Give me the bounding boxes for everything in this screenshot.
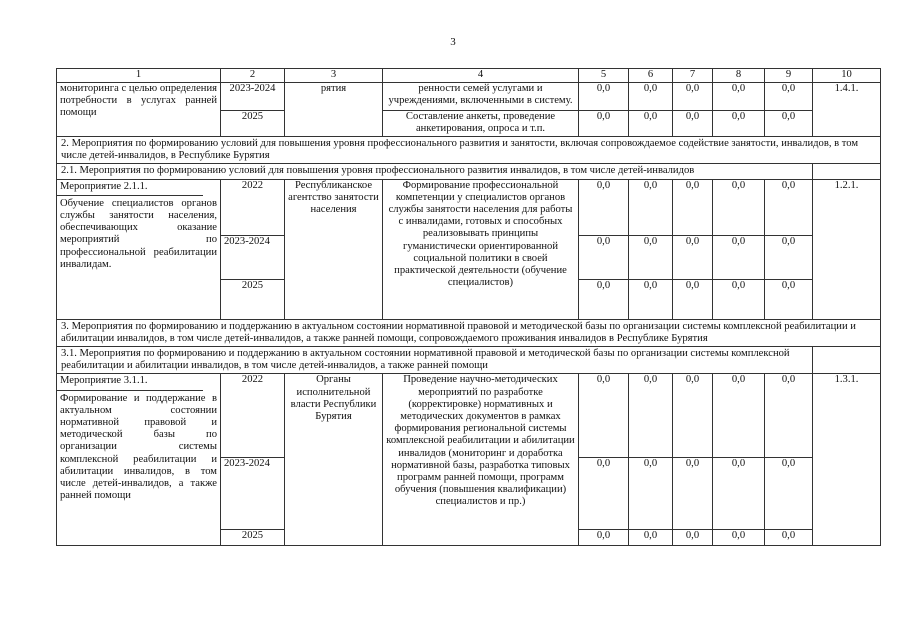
- value-cell: 0,0: [673, 279, 713, 319]
- section-heading: 3. Мероприятия по формированию и поддержанию в актуальном состоянии нормативной правовой и методической базы по организации системы комплексной реабилитации и абилитации инвалидов, в том числе детей-инвалидов, а также ранней помощи, сопровождаемого проживания инвалидов в Республике Бурятия: [57, 319, 881, 346]
- measures-table: [56, 68, 881, 546]
- value-cell: 0,0: [579, 235, 629, 279]
- header-cell: 9: [765, 69, 813, 83]
- indicator-code: 1.2.1.: [813, 179, 881, 319]
- period-cell: 2023-2024: [221, 235, 285, 279]
- subsection-row: [57, 164, 881, 179]
- value-cell: 0,0: [673, 179, 713, 235]
- header-cell: 7: [673, 69, 713, 83]
- value-cell: 0,0: [673, 83, 713, 111]
- value-cell: 0,0: [579, 179, 629, 235]
- empty-cell: [813, 347, 881, 374]
- value-cell: 0,0: [765, 458, 813, 530]
- header-cell: 3: [285, 69, 383, 83]
- value-cell: 0,0: [579, 530, 629, 546]
- value-cell: 0,0: [713, 83, 765, 111]
- subsection-heading: 3.1. Мероприятия по формированию и поддержанию в актуальном состоянии нормативной правовой и методической базы по организации системы комплексной реабилитации и абилитации инвалидов, в том числе детей-инвалидов, а также ранней помощи: [57, 347, 813, 374]
- value-cell: 0,0: [765, 279, 813, 319]
- value-cell: 0,0: [629, 279, 673, 319]
- value-cell: 0,0: [713, 235, 765, 279]
- value-cell: 0,0: [629, 530, 673, 546]
- value-cell: 0,0: [713, 279, 765, 319]
- header-cell: 6: [629, 69, 673, 83]
- executor-cell: Органы исполнительной власти Республики Бурятия: [285, 374, 383, 546]
- period-cell: 2025: [221, 279, 285, 319]
- header-cell: 8: [713, 69, 765, 83]
- section-heading: 2. Мероприятия по формированию условий для повышения уровня профессионального развития и занятости, включая сопровождаемое содействие занятости, инвалидов, в том числе детей-инвалидов, в Республике Бурятия: [57, 137, 881, 164]
- measure-description: Обучение специалистов органов службы занятости населения, обеспечивающих оказание мероприятий по профессиональной реабилитации инвалидам.: [60, 197, 217, 270]
- header-cell: 4: [383, 69, 579, 83]
- value-cell: 0,0: [579, 458, 629, 530]
- measure-title: Мероприятие 3.1.1.: [57, 374, 203, 390]
- section-row: [57, 137, 881, 164]
- header-cell: 1: [57, 69, 221, 83]
- indicator-code: 1.4.1.: [813, 83, 881, 137]
- value-cell: 0,0: [673, 374, 713, 458]
- period-cell: 2023-2024: [221, 83, 285, 111]
- value-cell: 0,0: [629, 458, 673, 530]
- value-cell: 0,0: [713, 179, 765, 235]
- value-cell: 0,0: [765, 83, 813, 111]
- value-cell: 0,0: [673, 530, 713, 546]
- value-cell: 0,0: [629, 83, 673, 111]
- header-cell: 10: [813, 69, 881, 83]
- value-cell: 0,0: [673, 458, 713, 530]
- value-cell: 0,0: [629, 374, 673, 458]
- indicator-code: 1.3.1.: [813, 374, 881, 546]
- value-cell: 0,0: [713, 111, 765, 137]
- value-cell: 0,0: [673, 235, 713, 279]
- executor-cell: Республиканское агентство занятости населения: [285, 179, 383, 319]
- value-cell: 0,0: [765, 530, 813, 546]
- value-cell: 0,0: [629, 235, 673, 279]
- value-cell: 0,0: [579, 111, 629, 137]
- measure-cell: [57, 374, 221, 546]
- table-row: [57, 83, 881, 111]
- header-cell: 5: [579, 69, 629, 83]
- value-cell: 0,0: [579, 279, 629, 319]
- table-row: [57, 179, 881, 235]
- measure-cell: [57, 179, 221, 319]
- period-cell: 2025: [221, 111, 285, 137]
- period-cell: 2022: [221, 179, 285, 235]
- measure-description: Формирование и поддержание в актуальном состоянии нормативной правовой и методической базы по организации системы комплексной реабилитации и абилитации инвалидов, в том числе детей-инвалидов, а также ранней помощи: [60, 392, 217, 502]
- section-row: [57, 319, 881, 346]
- value-cell: 0,0: [713, 374, 765, 458]
- measure-title: Мероприятие 2.1.1.: [57, 180, 203, 196]
- result-cell: Составление анкеты, проведение анкетирования, опроса и т.п.: [383, 111, 579, 137]
- value-cell: 0,0: [765, 235, 813, 279]
- value-cell: 0,0: [629, 179, 673, 235]
- page-number: 3: [450, 36, 456, 48]
- subsection-heading: 2.1. Мероприятия по формированию условий для повышения уровня профессионального развития инвалидов, в том числе детей-инвалидов: [57, 164, 813, 179]
- measure-description: мониторинга с целью определения потребности в услугах ранней помощи: [57, 83, 221, 137]
- result-cell: Проведение научно-методических мероприятий по разработке (корректировке) нормативных и методических документов в рамках формирования региональной системы комплексной реабилитации и абилитации инвалидов (мониторинг и доработка нормативной базы, разработка типовых программ ранней помощи, программ обучения (повышения квалификации) специалистов и пр.): [383, 374, 579, 546]
- value-cell: 0,0: [713, 530, 765, 546]
- value-cell: 0,0: [765, 179, 813, 235]
- value-cell: 0,0: [629, 111, 673, 137]
- value-cell: 0,0: [673, 111, 713, 137]
- header-cell: 2: [221, 69, 285, 83]
- value-cell: 0,0: [713, 458, 765, 530]
- empty-cell: [813, 164, 881, 179]
- value-cell: 0,0: [765, 111, 813, 137]
- header-row: [57, 69, 881, 83]
- table-row: [57, 374, 881, 458]
- value-cell: 0,0: [579, 83, 629, 111]
- period-cell: 2025: [221, 530, 285, 546]
- result-cell: Формирование профессиональной компетенции у специалистов органов службы занятости населения для работы с инвалидами, готовых и способных реализовывать принципы гуманистически ориентированной социальной политики в своей практической деятельности (обучение специалистов): [383, 179, 579, 319]
- result-cell: ренности семей услугами и учреждениями, включенными в систему.: [383, 83, 579, 111]
- subsection-row: [57, 347, 881, 374]
- period-cell: 2023-2024: [221, 458, 285, 530]
- executor-cell: рятия: [285, 83, 383, 137]
- value-cell: 0,0: [765, 374, 813, 458]
- period-cell: 2022: [221, 374, 285, 458]
- value-cell: 0,0: [579, 374, 629, 458]
